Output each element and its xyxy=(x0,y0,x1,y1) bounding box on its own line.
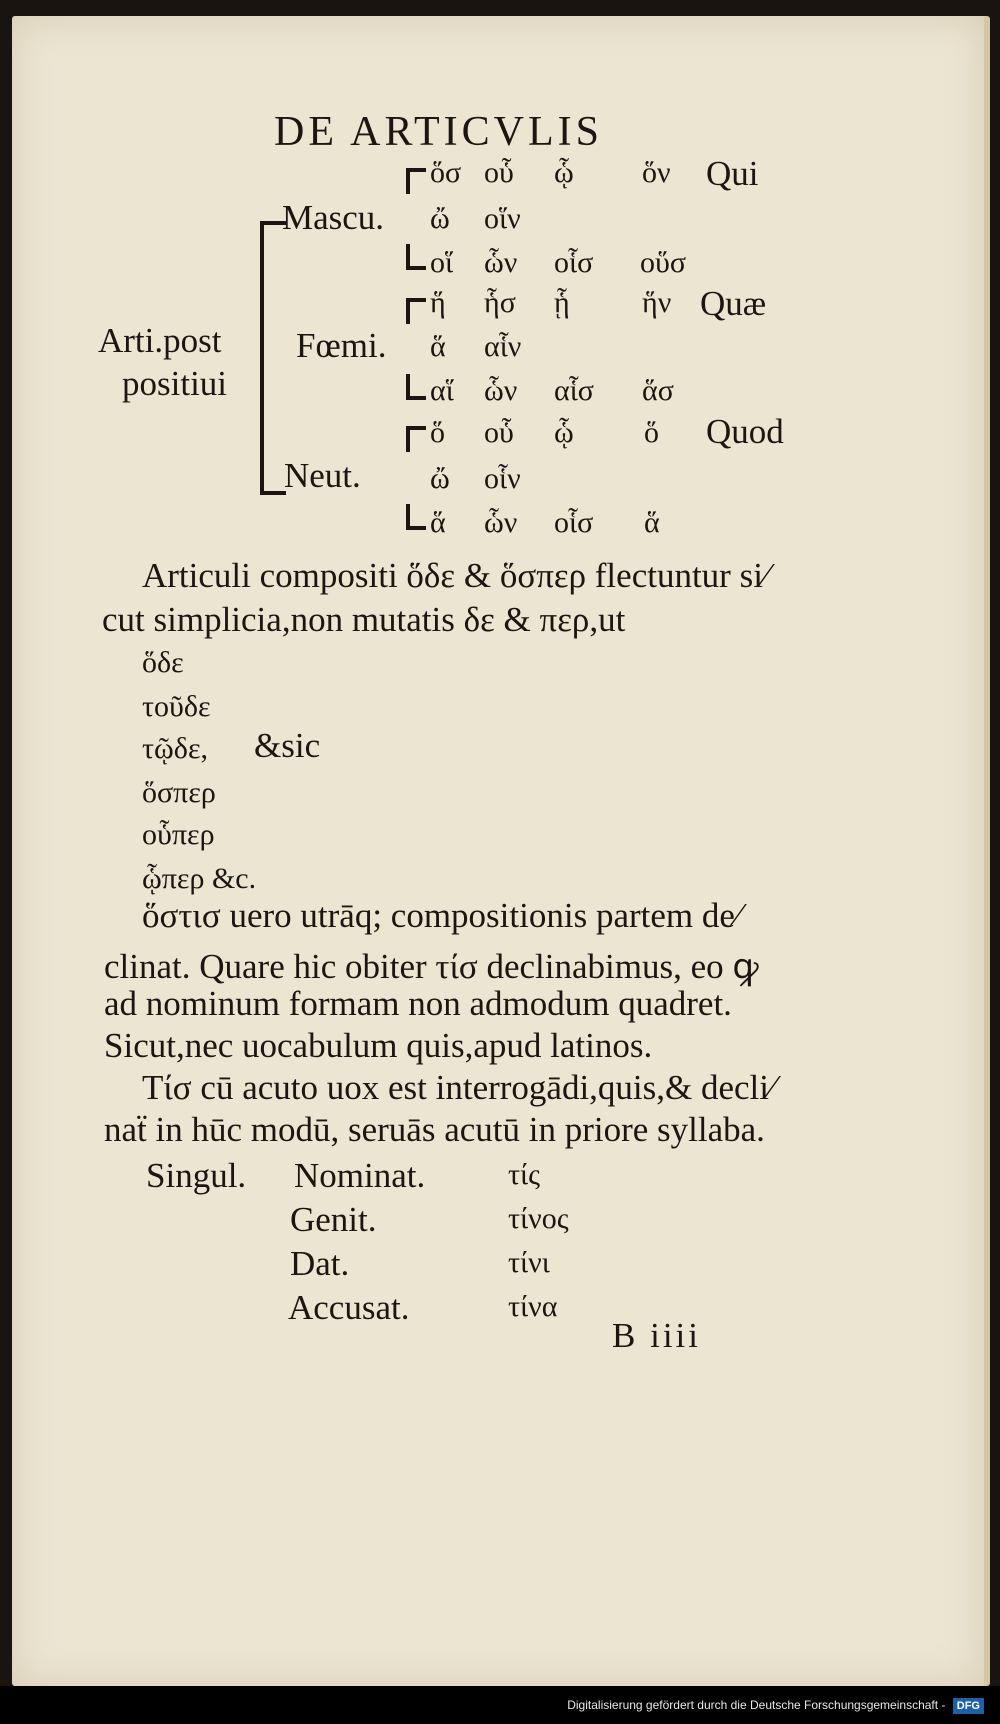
paragraph-line: Sicut,nec uocabulum quis,apud latinos. xyxy=(104,1026,653,1065)
greek-form: ἅ xyxy=(644,506,660,539)
greek-form: οὗ xyxy=(484,416,514,449)
row-bracket xyxy=(406,168,426,194)
greek-form: ἥν xyxy=(642,286,672,319)
group-label-foemi: Fœmi. xyxy=(296,326,387,365)
decl-form: τίνος xyxy=(508,1202,569,1235)
greek-form: ὅ xyxy=(644,416,659,449)
decl-form: τίνα xyxy=(508,1290,558,1323)
footer-text: Digitalisierung gefördert durch die Deutsche Forschungsgemeinschaft - xyxy=(567,1698,946,1712)
signature-mark: B iiii xyxy=(612,1316,701,1355)
greek-form: ὤ xyxy=(430,462,450,495)
gloss-quae: Quæ xyxy=(700,284,767,323)
greek-form: αἷσ xyxy=(554,374,594,407)
paragraph-line: clinat. Quare hic obiter τίσ declinabimus, eo ꝙ xyxy=(104,947,759,986)
digitization-footer xyxy=(0,1686,1000,1724)
row-bracket xyxy=(406,426,426,452)
greek-form: ὅν xyxy=(642,156,671,189)
greek-form: οἷσ xyxy=(554,246,594,279)
left-label-1: Arti.post xyxy=(98,321,222,360)
example-form: τῷδε, xyxy=(142,732,209,765)
decl-case: Accusat. xyxy=(288,1288,410,1327)
greek-form: ἅσ xyxy=(642,374,674,407)
greek-form: οἵν xyxy=(484,202,521,235)
row-bracket xyxy=(406,298,426,324)
paragraph-line: ad nominum formam non admodum quadret. xyxy=(104,984,732,1023)
group-label-neut: Neut. xyxy=(284,456,361,495)
greek-form: ᾗ xyxy=(554,286,570,319)
group-label-mascu: Mascu. xyxy=(282,198,385,237)
gloss-qui: Qui xyxy=(706,154,759,193)
paragraph-line: cut simplicia,non mutatis δε & περ,ut xyxy=(102,600,626,639)
greek-form: ᾧ xyxy=(554,156,574,189)
greek-form: ἅ xyxy=(430,506,446,539)
greek-form: οἷν xyxy=(484,462,521,495)
greek-form: οὕσ xyxy=(640,246,687,279)
greek-form: ὧν xyxy=(484,246,518,279)
row-bracket xyxy=(406,374,426,400)
book-page xyxy=(12,16,990,1686)
greek-form: ἧσ xyxy=(484,286,516,319)
brace-bottom-hook xyxy=(260,469,286,495)
greek-form: οὗ xyxy=(484,156,514,189)
greek-form: ἥ xyxy=(430,286,446,319)
paragraph-line: Τίσ cū acuto uox est interrogādi,quis,& decli⁄ xyxy=(142,1068,775,1107)
greek-form: ὧν xyxy=(484,506,518,539)
paragraph-line: Articuli compositi ὅδε & ὅσπερ flectuntur si⁄ xyxy=(142,556,769,595)
example-sic: &sic xyxy=(254,726,321,765)
greek-form: ὅ xyxy=(430,416,445,449)
example-form: ὅδε xyxy=(142,646,184,679)
paragraph-line: ὅστισ uero utrāq; compositionis partem de⁄ xyxy=(142,896,741,935)
greek-form: οἷσ xyxy=(554,506,594,539)
greek-form: ᾧ xyxy=(554,416,574,449)
main-brace xyxy=(260,221,264,491)
greek-form: ὤ xyxy=(430,202,450,235)
decl-form: τίνι xyxy=(508,1246,550,1279)
gloss-quod: Quod xyxy=(706,412,784,451)
greek-form: οἵ xyxy=(430,246,454,279)
greek-form: ἅ xyxy=(430,330,446,363)
greek-form: ὅσ xyxy=(430,156,462,189)
row-bracket xyxy=(406,504,426,530)
paragraph-line: naẗ in hūc modū, seruās acutū in priore syllaba. xyxy=(104,1110,765,1149)
decl-form: τίς xyxy=(508,1158,541,1191)
greek-form: αἷν xyxy=(484,330,522,363)
greek-form: ὧν xyxy=(484,374,518,407)
decl-case: Nominat. xyxy=(294,1156,426,1195)
greek-form: αἵ xyxy=(430,374,454,407)
decl-number: Singul. xyxy=(146,1156,247,1195)
decl-case: Genit. xyxy=(290,1200,377,1239)
page-title: DE ARTICVLIS xyxy=(274,109,603,155)
dfg-logo: DFG xyxy=(953,1698,984,1714)
example-form: τοῦδε xyxy=(142,690,211,723)
example-form: οὗπερ xyxy=(142,818,215,851)
example-form: ᾧπερ &c. xyxy=(142,862,257,895)
decl-case: Dat. xyxy=(290,1244,350,1283)
row-bracket xyxy=(406,244,426,270)
example-form: ὅσπερ xyxy=(142,776,216,809)
left-label-2: positiui xyxy=(122,364,228,403)
